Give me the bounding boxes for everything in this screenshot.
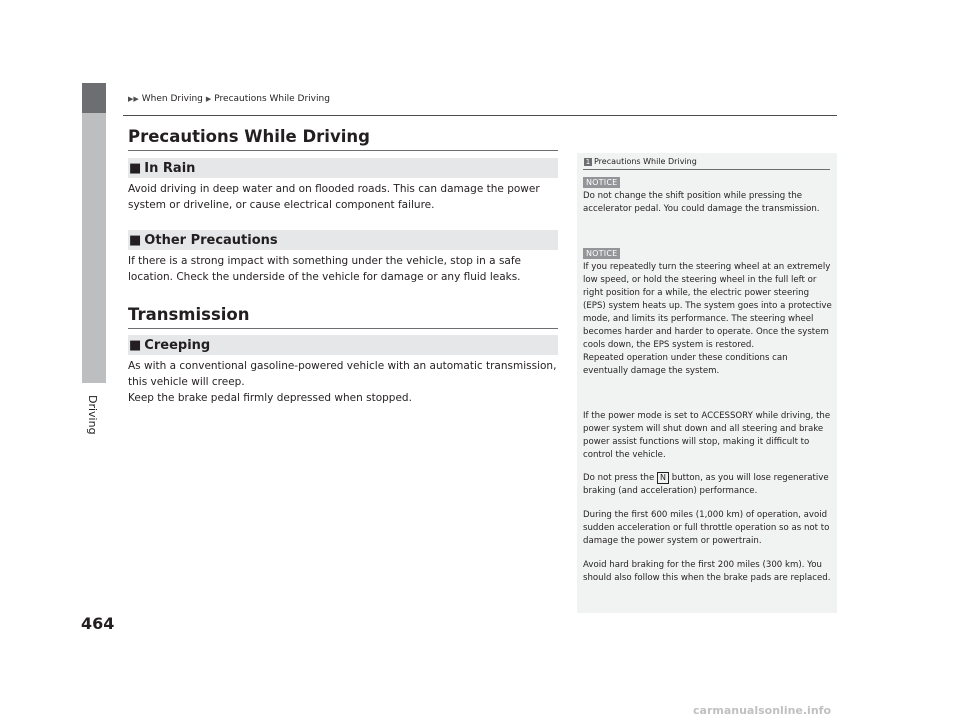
break-in-text [583,509,833,548]
creeping-text [128,358,560,406]
breadcrumb-item-precautions[interactable]: Precautions While Driving [214,94,330,104]
breadcrumb-arrow-icon: ▶▶ [128,95,139,103]
paragraph: If you repeatedly turn the steering wheel at an extremely low speed, or hold the steering wheel in the full left or right position for a while, the electric power steering (EPS) system heats up. The system goes into a protective mode, and limits its performance. The steering wheel becomes harder and harder to operate. Once the system cools down, the EPS system is restored. [583,262,832,350]
section-bullet-icon: ■ [129,232,142,248]
sidebar-title-text: Precautions While Driving [594,157,697,166]
paragraph: If there is a strong impact with something under the vehicle, stop in a safe location. Check the underside of the vehicle for damage or any fluid leaks. [128,255,522,283]
paragraph: Repeated operation under these conditions can eventually damage the system. [583,353,788,376]
section-heading-other-precautions [128,230,558,250]
text: button, as you will lose regenerative braking (and acceleration) performance. [583,473,829,496]
paragraph: During the first 600 miles (1,000 km) of operation, avoid sudden acceleration or full throttle operation so as not to damage the power system or powertrain. [583,510,830,546]
notice-badge: NOTICE [583,177,620,188]
in-rain-text [128,181,560,213]
watermark: carmanualsonline.info [693,704,831,717]
chapter-tab-marker [82,83,106,113]
section-heading-creeping [128,335,558,355]
section-heading-in-rain [128,158,558,178]
other-precautions-text [128,253,560,285]
section-heading-text: In Rain [144,160,196,176]
paragraph: As with a conventional gasoline-powered vehicle with an automatic transmission, this vehicle will creep. [128,360,557,388]
paragraph [583,472,833,498]
title-rule [128,150,558,151]
braking-text [583,559,833,585]
section-heading-text: Creeping [144,337,211,353]
paragraph: If the power mode is set to ACCESSORY while driving, the power system will shut down and all steering and brake power assist functions will stop, making it difficult to control the vehicle. [583,411,831,460]
sidebar-rule [583,169,830,170]
transmission-rule [128,328,558,329]
chapter-tab [82,83,106,383]
section-bullet-icon: ■ [129,337,142,353]
breadcrumb-separator-icon: ▶ [205,95,212,103]
paragraph: Keep the brake pedal firmly depressed when stopped. [128,392,412,404]
transmission-title: Transmission [128,305,250,324]
chapter-label: Driving [86,395,99,435]
reference-number-icon: 1 [585,157,591,166]
paragraph: Avoid hard braking for the first 200 miles (300 km). You should also follow this when the brake pads are replaced. [583,560,831,583]
breadcrumb [128,94,330,104]
section-heading-text: Other Precautions [144,232,278,248]
notice-text-2 [583,261,833,378]
page-title: Precautions While Driving [128,127,370,146]
sidebar-notes-title [584,157,697,166]
page-number: 464 [81,614,115,633]
text: Do not press the [583,473,658,483]
breadcrumb-item-when-driving[interactable]: When Driving [141,94,203,104]
header-rule [123,115,837,116]
paragraph: Avoid driving in deep water and on flooded roads. This can damage the power system or driveline, or cause electrical component failure. [128,183,540,211]
neutral-button-text [583,472,833,498]
notice-badge: NOTICE [583,248,620,259]
notice-text-1 [583,190,833,216]
section-bullet-icon: ■ [129,160,142,176]
power-mode-text [583,410,833,462]
paragraph: Do not change the shift position while pressing the accelerator pedal. You could damage the transmission. [583,191,820,214]
n-key-icon: N [657,472,669,484]
